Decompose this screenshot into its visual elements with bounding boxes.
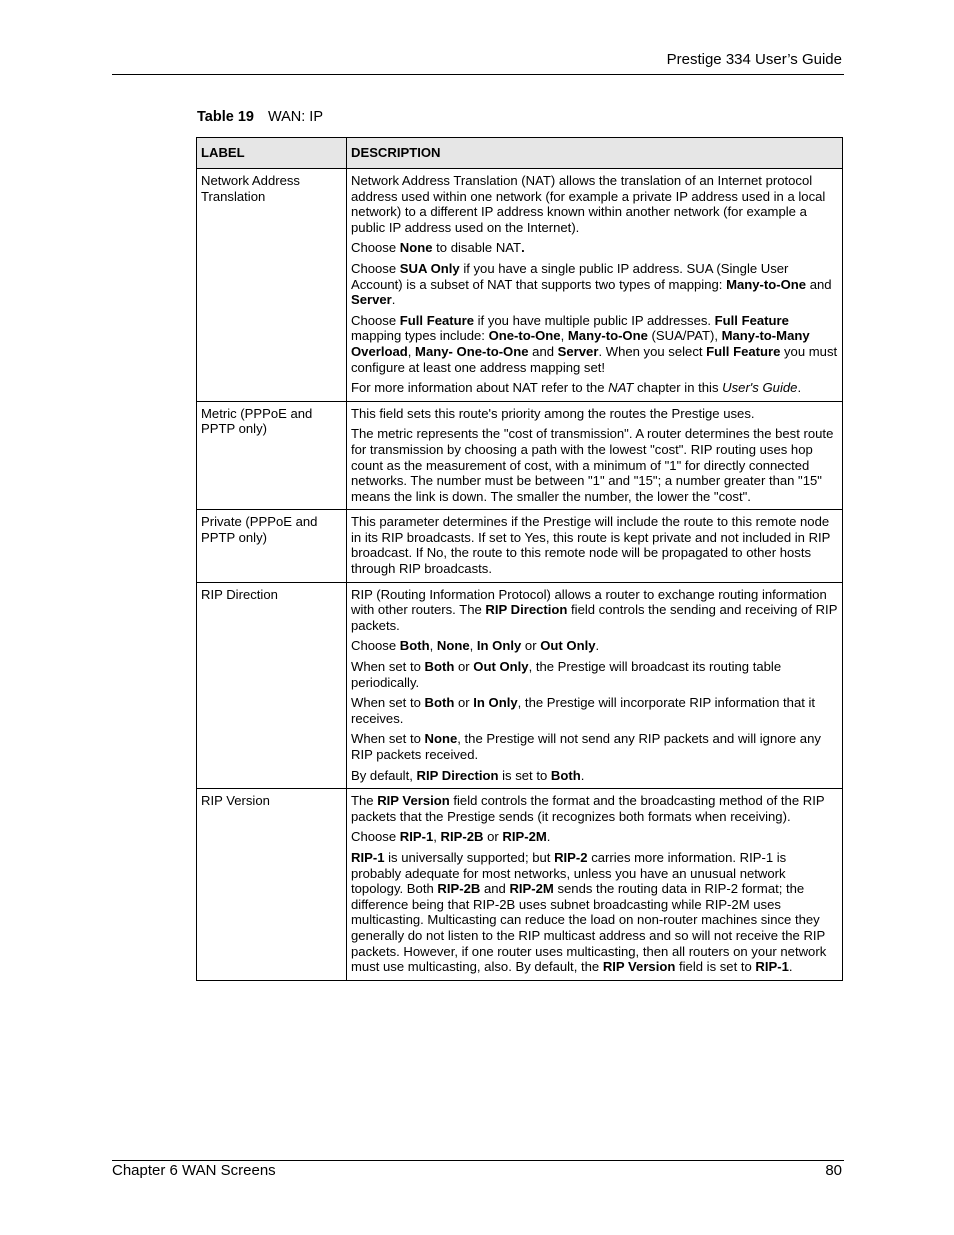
bold-term: RIP-2B xyxy=(440,829,484,845)
text-run: , xyxy=(407,343,416,359)
text-run: field is set to xyxy=(675,959,756,975)
description-paragraph xyxy=(351,587,838,634)
text-run: This field sets this route's priority among the routes the Prestige uses. xyxy=(351,405,755,421)
bold-term: RIP-2M xyxy=(502,829,547,845)
table-row xyxy=(197,582,843,789)
bold-term: None xyxy=(399,240,433,256)
description-paragraph xyxy=(351,406,838,422)
bold-term: Out Only xyxy=(473,659,529,675)
text-run: Choose xyxy=(351,260,400,276)
description-paragraph xyxy=(351,173,838,235)
footer-rule xyxy=(112,1160,844,1161)
text-run: carries more information. RIP-1 is probably adequate for most networks, unless you have an unusual network topology. Both xyxy=(351,849,787,897)
description-paragraph xyxy=(351,514,838,576)
text-run: to disable NAT xyxy=(432,240,522,256)
bold-term: None xyxy=(436,638,470,654)
description-paragraph xyxy=(351,380,838,396)
bold-term: Server xyxy=(351,292,392,308)
text-run: The xyxy=(351,793,378,809)
text-run: . When you select xyxy=(598,343,707,359)
text-run: and xyxy=(480,881,510,897)
text-run: When set to xyxy=(351,659,425,675)
row-label: Metric (PPPoE and PPTP only) xyxy=(197,401,347,510)
text-run: . xyxy=(391,292,396,308)
table-row xyxy=(197,401,843,510)
text-run: When set to xyxy=(351,695,425,711)
text-run: By default, xyxy=(351,767,417,783)
bold-term: Full Feature xyxy=(706,343,781,359)
text-run: . xyxy=(797,380,802,396)
bold-term: RIP Direction xyxy=(485,602,568,618)
column-header-label: LABEL xyxy=(197,138,347,169)
row-label: RIP Direction xyxy=(197,582,347,789)
text-run: Choose xyxy=(351,240,400,256)
text-run: , xyxy=(433,829,441,845)
table-caption xyxy=(197,108,323,126)
text-run: and xyxy=(806,276,832,292)
text-run: . xyxy=(580,767,585,783)
description-paragraph xyxy=(351,638,838,654)
bold-term: RIP Version xyxy=(377,793,450,809)
bold-term: RIP-1 xyxy=(399,829,434,845)
row-label: RIP Version xyxy=(197,789,347,981)
column-header-description: DESCRIPTION xyxy=(347,138,843,169)
bold-term: Both xyxy=(424,695,455,711)
text-run: , the Prestige will incorporate RIP information that it receives. xyxy=(351,695,816,726)
bold-term: Both xyxy=(399,638,430,654)
row-label: Private (PPPoE and PPTP only) xyxy=(197,510,347,582)
text-run: or xyxy=(483,829,503,845)
bold-term: In Only xyxy=(476,638,522,654)
text-run: . xyxy=(788,959,793,975)
table-caption-title: WAN: IP xyxy=(267,109,324,125)
footer-chapter: Chapter 6 WAN Screens xyxy=(112,1162,276,1179)
text-run: is universally supported; but xyxy=(384,849,555,865)
description-paragraph xyxy=(351,793,838,824)
table-body xyxy=(197,169,843,981)
table-row xyxy=(197,169,843,402)
description-paragraph xyxy=(351,829,838,845)
text-run: Network Address Translation (NAT) allows the translation of an Internet protocol address used within one network (for example a private IP address used in a local network) to a different IP address known within another network (for example a public IP address used on the Internet). xyxy=(351,173,826,235)
table-row xyxy=(197,789,843,981)
italic-term: User's Guide xyxy=(722,380,798,396)
text-run: (SUA/PAT), xyxy=(647,328,722,344)
text-run: RIP (Routing Information Protocol) allows a router to exchange routing information with other routers. The xyxy=(351,586,827,618)
bold-term: One-to-One xyxy=(488,328,561,344)
wan-ip-table xyxy=(196,137,843,981)
bold-term: Both xyxy=(424,659,455,675)
row-description xyxy=(347,401,843,510)
bold-term: RIP Version xyxy=(602,959,676,975)
header-rule xyxy=(112,74,844,75)
text-run: field controls the sending and receiving of RIP packets. xyxy=(351,602,838,633)
text-run: or xyxy=(521,638,541,654)
description-paragraph xyxy=(351,240,838,256)
table-caption-number: Table 19 xyxy=(197,109,254,125)
text-run: When set to xyxy=(351,731,425,747)
text-run: if you have a single public IP address. SUA (Single User Account) is a subset of NAT that supports two types of mapping: xyxy=(351,260,789,292)
text-run: , the Prestige will not send any RIP packets and will ignore any RIP packets received. xyxy=(351,731,821,762)
text-run: , xyxy=(560,328,568,344)
bold-term: Many-to-Many Overload xyxy=(351,328,810,359)
text-run: , the Prestige will broadcast its routing table periodically. xyxy=(351,659,782,690)
description-paragraph xyxy=(351,261,838,308)
description-paragraph xyxy=(351,768,838,784)
bold-term: None xyxy=(424,731,458,747)
row-description xyxy=(347,169,843,402)
bold-term: . xyxy=(521,240,525,256)
bold-term: In Only xyxy=(473,695,518,711)
description-paragraph xyxy=(351,426,838,504)
bold-term: Full Feature xyxy=(714,312,789,328)
text-run: field controls the format and the broadcasting method of the RIP packets that the Prestige sends (it recognizes both formats when receiving). xyxy=(351,793,825,824)
text-run: Choose xyxy=(351,312,400,328)
text-run: sends the routing data in RIP-2 format; the difference being that RIP-2B uses subnet broadcasting while RIP-2M uses multicasting. Multicasting can reduce the load on non-router machines since they generally do not listen to the RIP multicast address and so will not receive the RIP packets. However, if one router uses multicasting, then all routers on your network must use multicasting, also. By default, the xyxy=(351,881,827,975)
text-run: . xyxy=(595,638,600,654)
text-run: you must configure at least one address mapping set! xyxy=(351,343,838,375)
bold-term: RIP-1 xyxy=(351,849,385,865)
text-run: is set to xyxy=(498,767,551,783)
text-run: The metric represents the "cost of transmission". A router determines the best route for transmission by choosing a path with the lowest "cost". RIP routing uses hop count as the measurement of cost, with a minimum of "1" for directly connected networks. The number must be between "1" and "15"; a number greater than "15" means the link is down. The smaller the number, the lower the "cost". xyxy=(351,426,834,504)
row-label: Network Address Translation xyxy=(197,169,347,402)
bold-term: RIP Direction xyxy=(416,767,499,783)
page-header-title: Prestige 334 User’s Guide xyxy=(666,51,842,68)
row-description xyxy=(347,510,843,582)
text-run: and xyxy=(528,343,558,359)
bold-term: RIP-1 xyxy=(755,959,789,975)
text-run: , xyxy=(429,638,437,654)
text-run: chapter in this xyxy=(633,380,723,396)
bold-term: RIP-2B xyxy=(437,881,481,897)
table-row xyxy=(197,510,843,582)
description-paragraph xyxy=(351,313,838,375)
row-description xyxy=(347,582,843,789)
bold-term: Many-to-One xyxy=(567,328,648,344)
italic-term: NAT xyxy=(608,380,634,396)
bold-term: Out Only xyxy=(540,638,596,654)
text-run: or xyxy=(454,659,474,675)
table-header-row xyxy=(197,138,843,169)
row-description xyxy=(347,789,843,981)
bold-term: Many-to-One xyxy=(726,276,807,292)
bold-term: Server xyxy=(557,343,599,359)
bold-term: Full Feature xyxy=(399,312,474,328)
text-run: Choose xyxy=(351,638,400,654)
bold-term: RIP-2M xyxy=(509,881,554,897)
text-run: , xyxy=(469,638,477,654)
text-run: mapping types include: xyxy=(351,328,489,344)
text-run: . xyxy=(546,829,551,845)
bold-term: SUA Only xyxy=(399,260,460,276)
bold-term: Many- One-to-One xyxy=(415,343,529,359)
bold-term: Both xyxy=(550,767,581,783)
description-paragraph xyxy=(351,695,838,726)
description-paragraph xyxy=(351,659,838,690)
text-run: For more information about NAT refer to the xyxy=(351,380,609,396)
text-run: This parameter determines if the Prestige will include the route to this remote node in its RIP broadcasts. If set to Yes, this route is kept private and not included in RIP broadcast. If No, the route to this remote node will be propagated to other hosts through RIP broadcasts. xyxy=(351,514,831,577)
text-run: Choose xyxy=(351,829,400,845)
bold-term: RIP-2 xyxy=(554,849,588,865)
description-paragraph xyxy=(351,731,838,762)
text-run: or xyxy=(454,695,474,711)
description-paragraph xyxy=(351,850,838,975)
text-run: if you have multiple public IP addresses. xyxy=(474,312,715,328)
footer-page-number: 80 xyxy=(825,1162,842,1179)
